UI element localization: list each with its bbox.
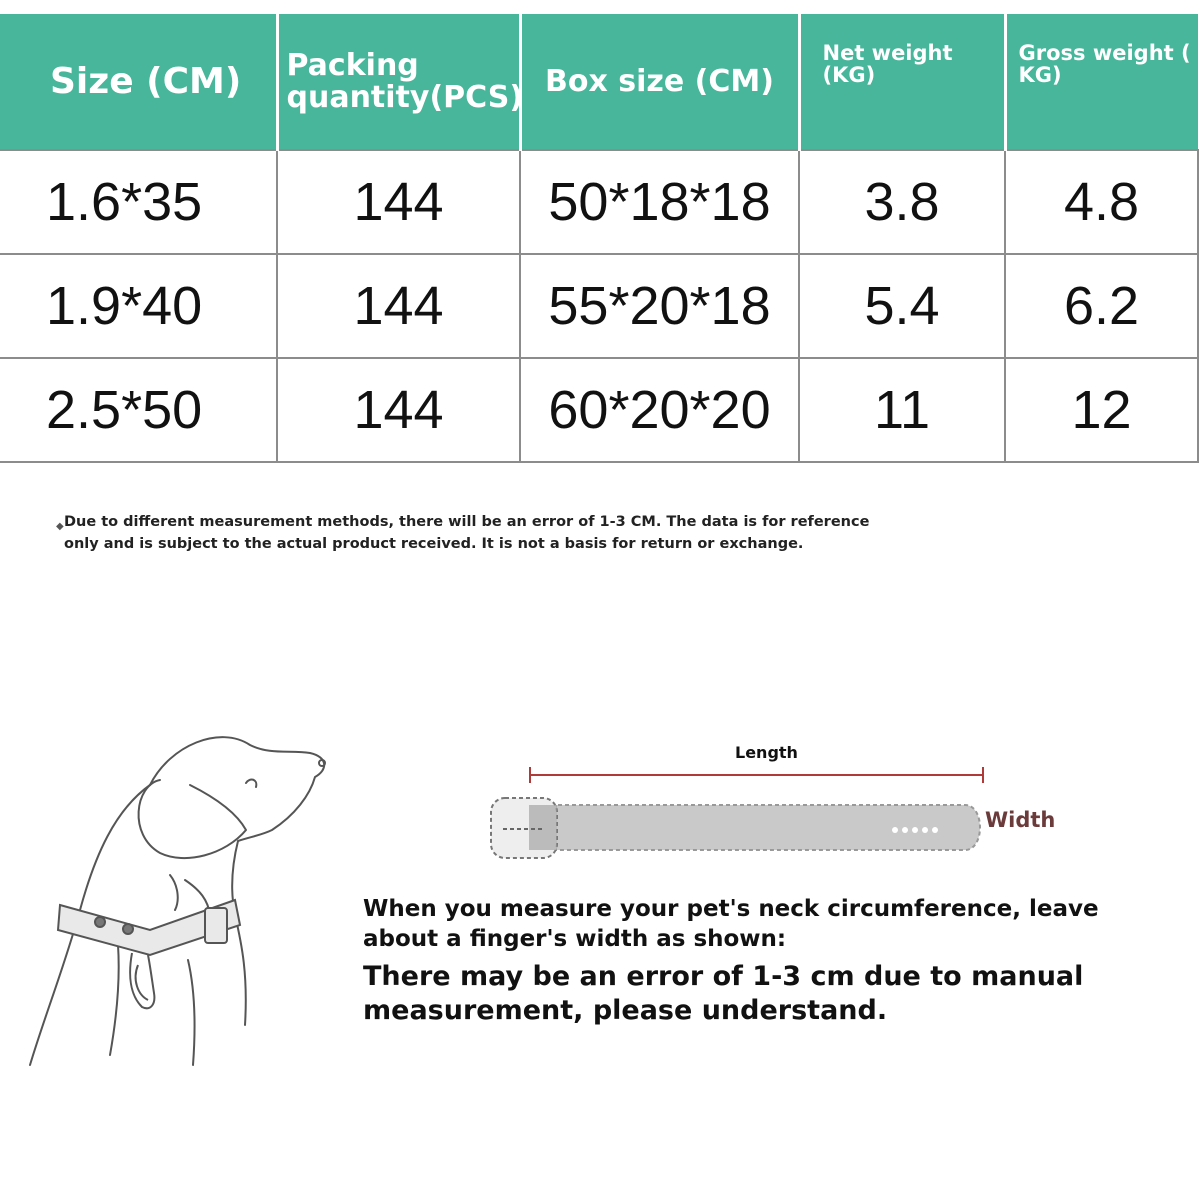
- width-label: Width: [985, 808, 1056, 832]
- measuring-instruction: When you measure your pet's neck circumference, leave about a finger's width as shown:: [363, 896, 1099, 952]
- header-packing-quantity: Packing quantity(PCS): [277, 14, 520, 150]
- cell-gross-weight: 12: [1005, 358, 1198, 462]
- cell-gross-weight: 6.2: [1005, 254, 1198, 358]
- strap-body: [530, 805, 980, 850]
- table-header-row: [0, 14, 1198, 150]
- table-row: [0, 358, 1198, 462]
- length-label: Length: [735, 743, 798, 762]
- header-net-weight: Net weight (KG): [799, 14, 1005, 150]
- header-size: Size (CM): [0, 14, 277, 150]
- cell-box-size: 60*20*20: [520, 358, 799, 462]
- error-disclaimer: There may be an error of 1-3 cm due to manual measurement, please understand.: [363, 961, 1084, 1026]
- dog-illustration: [10, 725, 340, 1070]
- cell-packing-quantity: 144: [277, 358, 520, 462]
- size-table: [0, 14, 1199, 463]
- cell-packing-quantity: 144: [277, 254, 520, 358]
- cell-net-weight: 5.4: [799, 254, 1005, 358]
- table-row: [0, 150, 1198, 254]
- cell-size: 1.9*40: [0, 254, 277, 358]
- cell-net-weight: 11: [799, 358, 1005, 462]
- cell-size: 2.5*50: [0, 358, 277, 462]
- note-bullet-icon: ◆: [56, 521, 64, 532]
- cell-size: 1.6*35: [0, 150, 277, 254]
- cell-box-size: 50*18*18: [520, 150, 799, 254]
- cell-packing-quantity: 144: [277, 150, 520, 254]
- cell-gross-weight: 4.8: [1005, 150, 1198, 254]
- note-line-2: only and is subject to the actual product received. It is not a basis for return or exchange.: [64, 536, 804, 552]
- header-box-size: Box size (CM): [520, 14, 799, 150]
- cell-box-size: 55*20*18: [520, 254, 799, 358]
- length-marker: [530, 767, 983, 783]
- cell-net-weight: 3.8: [799, 150, 1005, 254]
- measurement-note: [64, 511, 924, 555]
- table-row: [0, 254, 1198, 358]
- header-gross-weight: Gross weight ( KG): [1005, 14, 1198, 150]
- note-line-1: Due to different measurement methods, there will be an error of 1-3 CM. The data is for reference: [64, 514, 870, 530]
